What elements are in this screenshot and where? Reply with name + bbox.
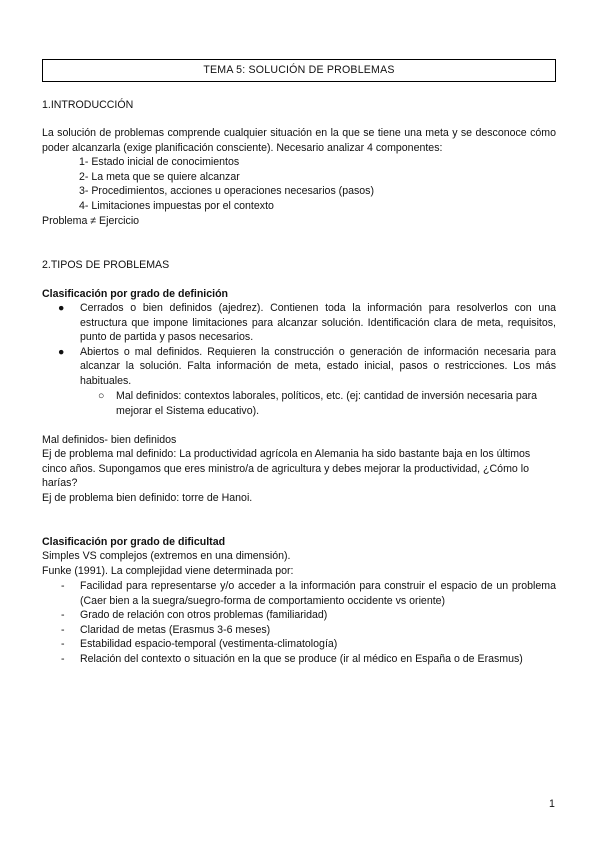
- list-item: 2- La meta que se quiere alcanzar: [79, 170, 240, 183]
- funke-line: Funke (1991). La complejidad viene determinada por:: [42, 565, 294, 577]
- list-item: [58, 301, 556, 345]
- dash-bullet-icon: -: [61, 580, 65, 592]
- list-item: 4- Limitaciones impuestas por el contexto: [79, 199, 274, 212]
- dash-bullet-icon: -: [61, 623, 65, 636]
- list-item: 3- Procedimientos, acciones u operaciones necesarios (pasos): [79, 185, 375, 197]
- list-item: [58, 345, 556, 389]
- list-item: 1- Estado inicial de conocimientos: [79, 156, 240, 168]
- problem-vs-exercise-note: Problema ≠ Ejercicio: [42, 215, 140, 227]
- complexity-factors-list: [61, 579, 556, 666]
- dash-bullet-icon: -: [61, 652, 65, 665]
- factor-text: Relación del contexto o situación en la que se produce (ir al médico en España o de Erasmus): [80, 652, 523, 665]
- section-2-heading: 2.TIPOS DE PROBLEMAS: [42, 259, 170, 271]
- list-item: [61, 623, 556, 638]
- bullet-icon: ●: [58, 345, 65, 358]
- bullet-icon: ●: [58, 302, 65, 314]
- examples-title: Mal definidos- bien definidos: [42, 434, 177, 446]
- page-number: 1: [549, 798, 555, 810]
- difficulty-classification-heading: Clasificación por grado de dificultad: [42, 536, 226, 548]
- well-defined-example: Ej de problema bien definido: torre de Hanoi.: [42, 492, 253, 504]
- definition-bullet-list: [58, 301, 556, 388]
- bullet-text-open: Abiertos o mal definidos. Requieren la construcción o generación de información necesaria para alcanzar la solución. Falta información de meta, estado inicial, pasos o restricciones. Los más habituales.: [80, 345, 556, 387]
- intro-paragraph: La solución de problemas comprende cualquier situación en la que se tiene una meta y se desconoce cómo poder alcanzarla (exige planificación consciente). Necesario analizar 4 componentes:: [42, 127, 556, 154]
- list-item: [61, 637, 556, 652]
- bullet-text-closed: Cerrados o bien definidos (ajedrez). Contienen toda la información para resolverlos con una estructura que impone limitaciones para alcanzar solución. Identificación clara de meta, requisitos, punto de partida y pasos necesarios.: [80, 302, 556, 343]
- factor-text: Grado de relación con otros problemas (familiaridad): [80, 609, 328, 621]
- sub-bullet-text: Mal definidos: contextos laborales, políticos, etc. (ej: cantidad de inversión necesaria para mejorar el Sistema educativo).: [116, 390, 538, 417]
- list-item: [61, 608, 556, 623]
- simple-vs-complex-line: Simples VS complejos (extremos en una dimensión).: [42, 550, 291, 562]
- dash-bullet-icon: -: [61, 638, 65, 650]
- list-item: [98, 389, 556, 418]
- hollow-bullet-icon: ○: [98, 390, 105, 402]
- list-item: [61, 579, 556, 608]
- document-title: TEMA 5: SOLUCIÓN DE PROBLEMAS: [42, 59, 556, 82]
- factor-text: Facilidad para representarse y/o acceder a la información para construir el espacio de un problema (Caer bien a la suegra/suegro-forma de comportamiento occidente vs oriente): [80, 580, 556, 607]
- section-1-heading: 1.INTRODUCCIÓN: [42, 99, 134, 111]
- definition-classification-heading: Clasificación por grado de definición: [42, 288, 229, 300]
- definition-sub-bullet-list: [98, 389, 556, 418]
- factor-text: Estabilidad espacio-temporal (vestimenta-climatología): [80, 638, 338, 650]
- components-list: [79, 155, 549, 213]
- ill-defined-example: Ej de problema mal definido: La productividad agrícola en Alemania ha sido bastante baja en los últimos cinco años. Supongamos que eres ministro/a de agricultura y debes mejorar la productividad, ¿Cómo lo harías?: [42, 448, 531, 489]
- list-item: [61, 652, 556, 667]
- dash-bullet-icon: -: [61, 609, 65, 621]
- factor-text: Claridad de metas (Erasmus 3-6 meses): [80, 623, 271, 636]
